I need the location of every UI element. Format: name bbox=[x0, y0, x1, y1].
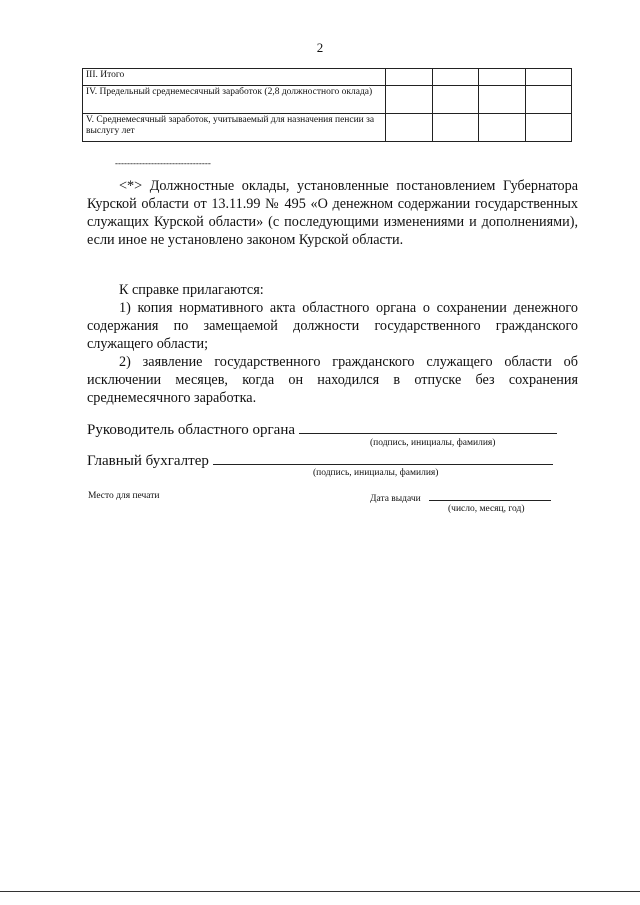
table-row bbox=[83, 69, 572, 86]
table-cell bbox=[386, 114, 433, 142]
table-cell bbox=[479, 114, 526, 142]
footnote-divider: -------------------------------- bbox=[115, 158, 211, 168]
stamp-place-label: Место для печати bbox=[88, 491, 160, 501]
head-signature-caption: (подпись, инициалы, фамилия) bbox=[370, 438, 496, 448]
attachment-item: 1) копия нормативного акта областного органа о сохранении денежного содержания по замещаемой должности государственного гражданского служащего области; bbox=[87, 300, 578, 352]
footnote-text: <*> Должностные оклады, установленные постановлением Губернатора Курской области от 13.11.99 № 495 «О денежном содержании государственных служащих Курской области» (с последующими изменениями и дополнениями), если иное не установлено законом Курской области. bbox=[87, 178, 578, 248]
head-signature-label: Руководитель областного органа bbox=[87, 422, 296, 438]
row-label: V. Среднемесячный заработок, учитываемый для назначения пенсии за выслугу лет bbox=[83, 114, 386, 142]
head-signature-field[interactable] bbox=[299, 419, 557, 434]
attachment-item: 2) заявление государственного гражданского служащего области об исключении месяцев, когда он находился в отпуске без сохранения среднемесячного заработка. bbox=[87, 354, 578, 406]
table-cell bbox=[525, 69, 572, 86]
table-cell bbox=[432, 114, 479, 142]
row-label: III. Итого bbox=[83, 69, 386, 86]
accountant-signature-caption: (подпись, инициалы, фамилия) bbox=[313, 468, 439, 478]
table-cell bbox=[432, 86, 479, 114]
issue-date-label: Дата выдачи bbox=[370, 494, 421, 504]
table-cell bbox=[386, 69, 433, 86]
table-row bbox=[83, 114, 572, 142]
head-signature-line bbox=[87, 419, 557, 439]
accountant-signature-field[interactable] bbox=[213, 450, 553, 465]
accountant-signature-line bbox=[87, 450, 553, 470]
table-cell bbox=[479, 86, 526, 114]
table-cell bbox=[386, 86, 433, 114]
issue-date-field[interactable] bbox=[429, 490, 551, 501]
row-label: IV. Предельный среднемесячный заработок (2,8 должностного оклада) bbox=[83, 86, 386, 114]
table-cell bbox=[479, 69, 526, 86]
issue-date-line bbox=[370, 490, 551, 504]
page-number: 2 bbox=[316, 40, 324, 55]
table-cell bbox=[525, 86, 572, 114]
table-cell bbox=[525, 114, 572, 142]
page-bottom-rule bbox=[0, 891, 640, 892]
summary-table bbox=[82, 68, 572, 142]
attachments-title: К справке прилагаются: bbox=[119, 282, 264, 298]
issue-date-caption: (число, месяц, год) bbox=[448, 504, 525, 514]
table-row bbox=[83, 86, 572, 114]
table-cell bbox=[432, 69, 479, 86]
accountant-signature-label: Главный бухгалтер bbox=[87, 453, 209, 469]
